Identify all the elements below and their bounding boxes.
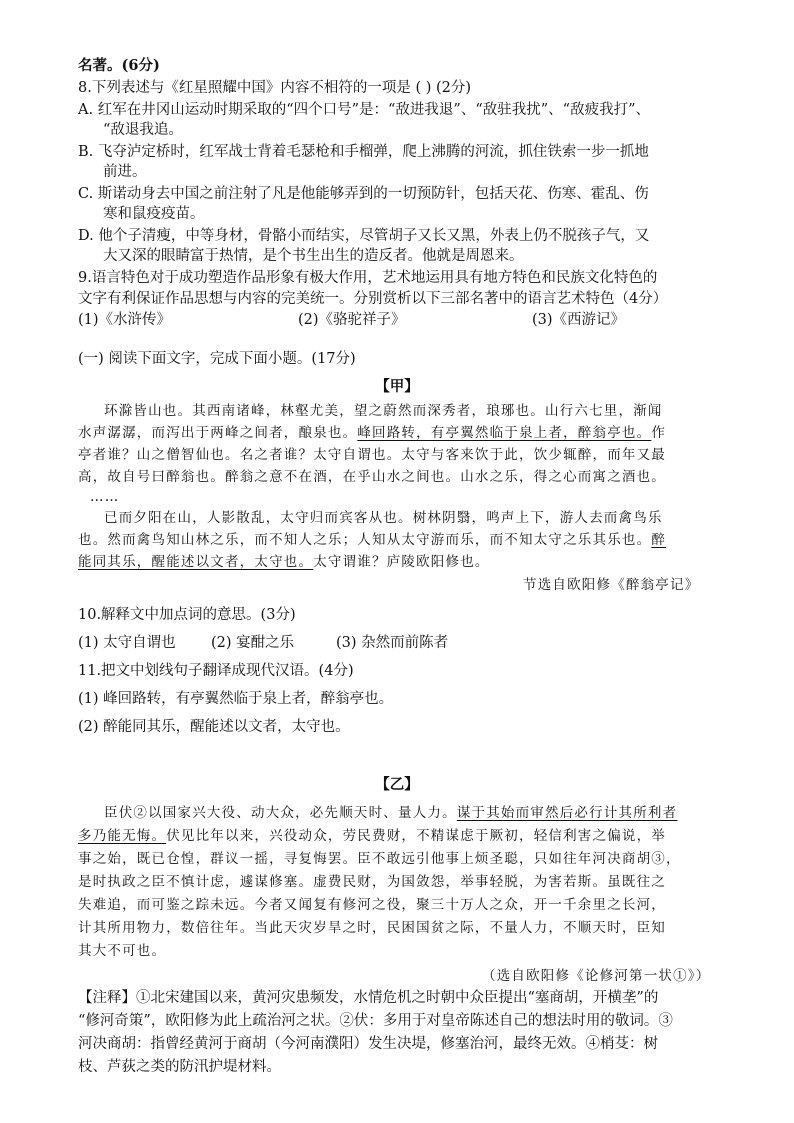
yi-line2: 多乃能无悔。伏见比年以来，兴役动众，劳民费财，不精谋虑于厥初，轻信利害之偏说，举 — [78, 828, 667, 844]
yi-notes-line1: 【注释】①北宋建国以来，黄河灾患频发，水情危机之时朝中众臣提出“塞商胡，开横垄”的 — [78, 990, 659, 1006]
yi-notes-line2: “修河奇策”，欧阳修为此上疏治河之状。②伏：多用于对皇帝陈述自己的想法时用的敬词。③ — [78, 1013, 673, 1029]
q8-option-a: A. 红军在井冈山运动时期采取的“四个口号”是：“敌进我退”、“敌驻我扰”、“敌疲我打”、 — [78, 102, 650, 118]
q11-item-2: (2) 醉能同其乐，醒能述以文者，太守也。 — [78, 719, 350, 735]
yi-line4: 是时执政之臣不慎计虑，遽谋修塞。虚费民财，为国敛怨，举事轻脱，为害若斯。虽既往之 — [78, 874, 666, 890]
yi-line3: 事之始，既已仓惶，群议一摇，寻复悔罢。臣不敢远引他事上烦圣聪，只如往年河决商胡③， — [78, 851, 681, 867]
jia-p2-line3: 能同其乐，醒能述以文者，太守也。太守谓谁？庐陵欧阳修也。 — [78, 554, 490, 570]
section-heading: (一) 阅读下面文字，完成下面小题。(17分) — [78, 351, 356, 367]
q8-option-a-cont: “敌退我追。 — [103, 122, 183, 138]
yi-line1: 臣伏②以国家兴大役、动大众，必先顺天时、量人力。谋于其始而审然后必行计其所利者 — [104, 805, 678, 821]
q8-option-c-cont: 寒和鼠疫疫苗。 — [103, 206, 205, 222]
jia-p2-line2: 也。然而禽鸟知山林之乐，而不知人之乐；人知从太守游而乐，而不知太守之乐其乐也。醉 — [78, 532, 667, 548]
jia-p1-line1: 环滁皆山也。其西南诸峰，林壑尤美，望之蔚然而深秀者，琅琊也。山行六七里，渐闻 — [104, 403, 663, 419]
q10-item-2: (2) 宴酣之乐 — [211, 635, 295, 651]
q10-item-1: (1) 太守自谓也 — [78, 635, 176, 651]
q10-item-3: (3) 杂然而前陈者 — [336, 635, 449, 651]
top-heading: 名著。(6分) — [78, 57, 160, 74]
q9-line2: 文字有利保证作品思想与内容的完美统一。分别赏析以下三部名著中的语言艺术特色（4分） — [78, 291, 668, 307]
q9-item-2: (2)《骆驼祥子》 — [298, 312, 406, 328]
q8-stem: 8.下列表述与《红星照耀中国》内容不相符的一项是 ( ) (2分) — [78, 80, 472, 96]
yi-line7: 其大不可也。 — [78, 943, 167, 959]
underlined-sentence-2b: 能同其乐，醒能述以文者，太守也。 — [78, 554, 314, 570]
yi-line5: 失难追，而可鉴之踪未远。今者又闻复有修河之役，聚三十万人之众，开一千余里之长河， — [78, 897, 666, 913]
underlined-sentence-2a: 醉 — [651, 532, 667, 548]
yi-notes-line3: 河决商胡：指曾经黄河于商胡（今河南濮阳）发生决堤，修塞治河，最终无效。④梢芟：树 — [78, 1036, 658, 1052]
underlined-sentence-1a: 峰回路转，有亭翼然临于泉上者，醉翁亭也。 — [357, 425, 652, 441]
q8-option-d-cont: 大又深的眼睛富于热情，是个书生出生的造反者。他就是周恩来。 — [103, 248, 524, 264]
underlined-sentence-yi-b: 多乃能无悔。 — [78, 828, 167, 844]
q9-line1: 9.语言特色对于成功塑造作品形象有极大作用，艺术地运用具有地方特色和民族文化特色的 — [78, 270, 658, 286]
jia-p1-line2: 水声潺潺，而泻出于两峰之间者，酿泉也。峰回路转，有亭翼然临于泉上者，醉翁亭也。作 — [78, 425, 667, 441]
q8-option-c: C. 斯诺动身去中国之前注射了凡是他能够弄到的一切预防针，包括天花、伤寒、霍乱、伤 — [78, 186, 649, 202]
q8-option-b-cont: 前进。 — [103, 164, 147, 180]
yi-title: 【乙】 — [375, 776, 419, 793]
q9-item-1: (1)《水浒传》 — [78, 312, 172, 328]
jia-ellipsis: …… — [90, 489, 120, 505]
q11-item-1: (1) 峰回路转，有亭翼然临于泉上者，醉翁亭也。 — [78, 691, 394, 707]
underlined-sentence-yi-a: 谋于其始而审然后必行计其所利者 — [456, 805, 678, 821]
q11-stem: 11.把文中划线句子翻译成现代汉语。(4分) — [78, 663, 354, 679]
q8-option-b: B. 飞夺泸定桥时，红军战士背着毛瑟枪和手榴弹，爬上沸腾的河流，抓住铁索一步一抓地 — [78, 144, 649, 160]
q8-option-d: D. 他个子清瘦，中等身材，骨骼小而结实，尽管胡子又长又黑，外表上仍不脱孩子气，又 — [78, 228, 650, 244]
jia-p2-line1: 已而夕阳在山，人影散乱，太守归而宾客从也。树林阴翳，鸣声上下，游人去而禽鸟乐 — [104, 510, 663, 526]
yi-source: （选自欧阳修《论修河第一状①》） — [482, 968, 711, 984]
jia-title: 【甲】 — [375, 378, 419, 395]
jia-source: 节选自欧阳修《醉翁亭记》 — [523, 577, 700, 593]
q10-stem: 10.解释文中加点词的意思。(3分) — [78, 607, 296, 623]
jia-p1-line3: 亭者谁？山之僧智仙也。名之者谁？太守自谓也。太守与客来饮于此，饮少辄醉，而年又最 — [78, 447, 666, 463]
yi-line6: 计其所用物力，数倍往年。当此天灾岁旱之时，民困国贫之际，不量人力，不顺天时，臣知 — [78, 920, 666, 936]
yi-notes-line4: 枝、芦荻之类的防汛护堤材料。 — [78, 1059, 281, 1075]
jia-p1-line4: 高，故自号曰醉翁也。醉翁之意不在酒，在乎山水之间也。山水之乐，得之心而寓之酒也。 — [78, 469, 666, 485]
q9-item-3: (3)《西游记》 — [532, 312, 626, 328]
